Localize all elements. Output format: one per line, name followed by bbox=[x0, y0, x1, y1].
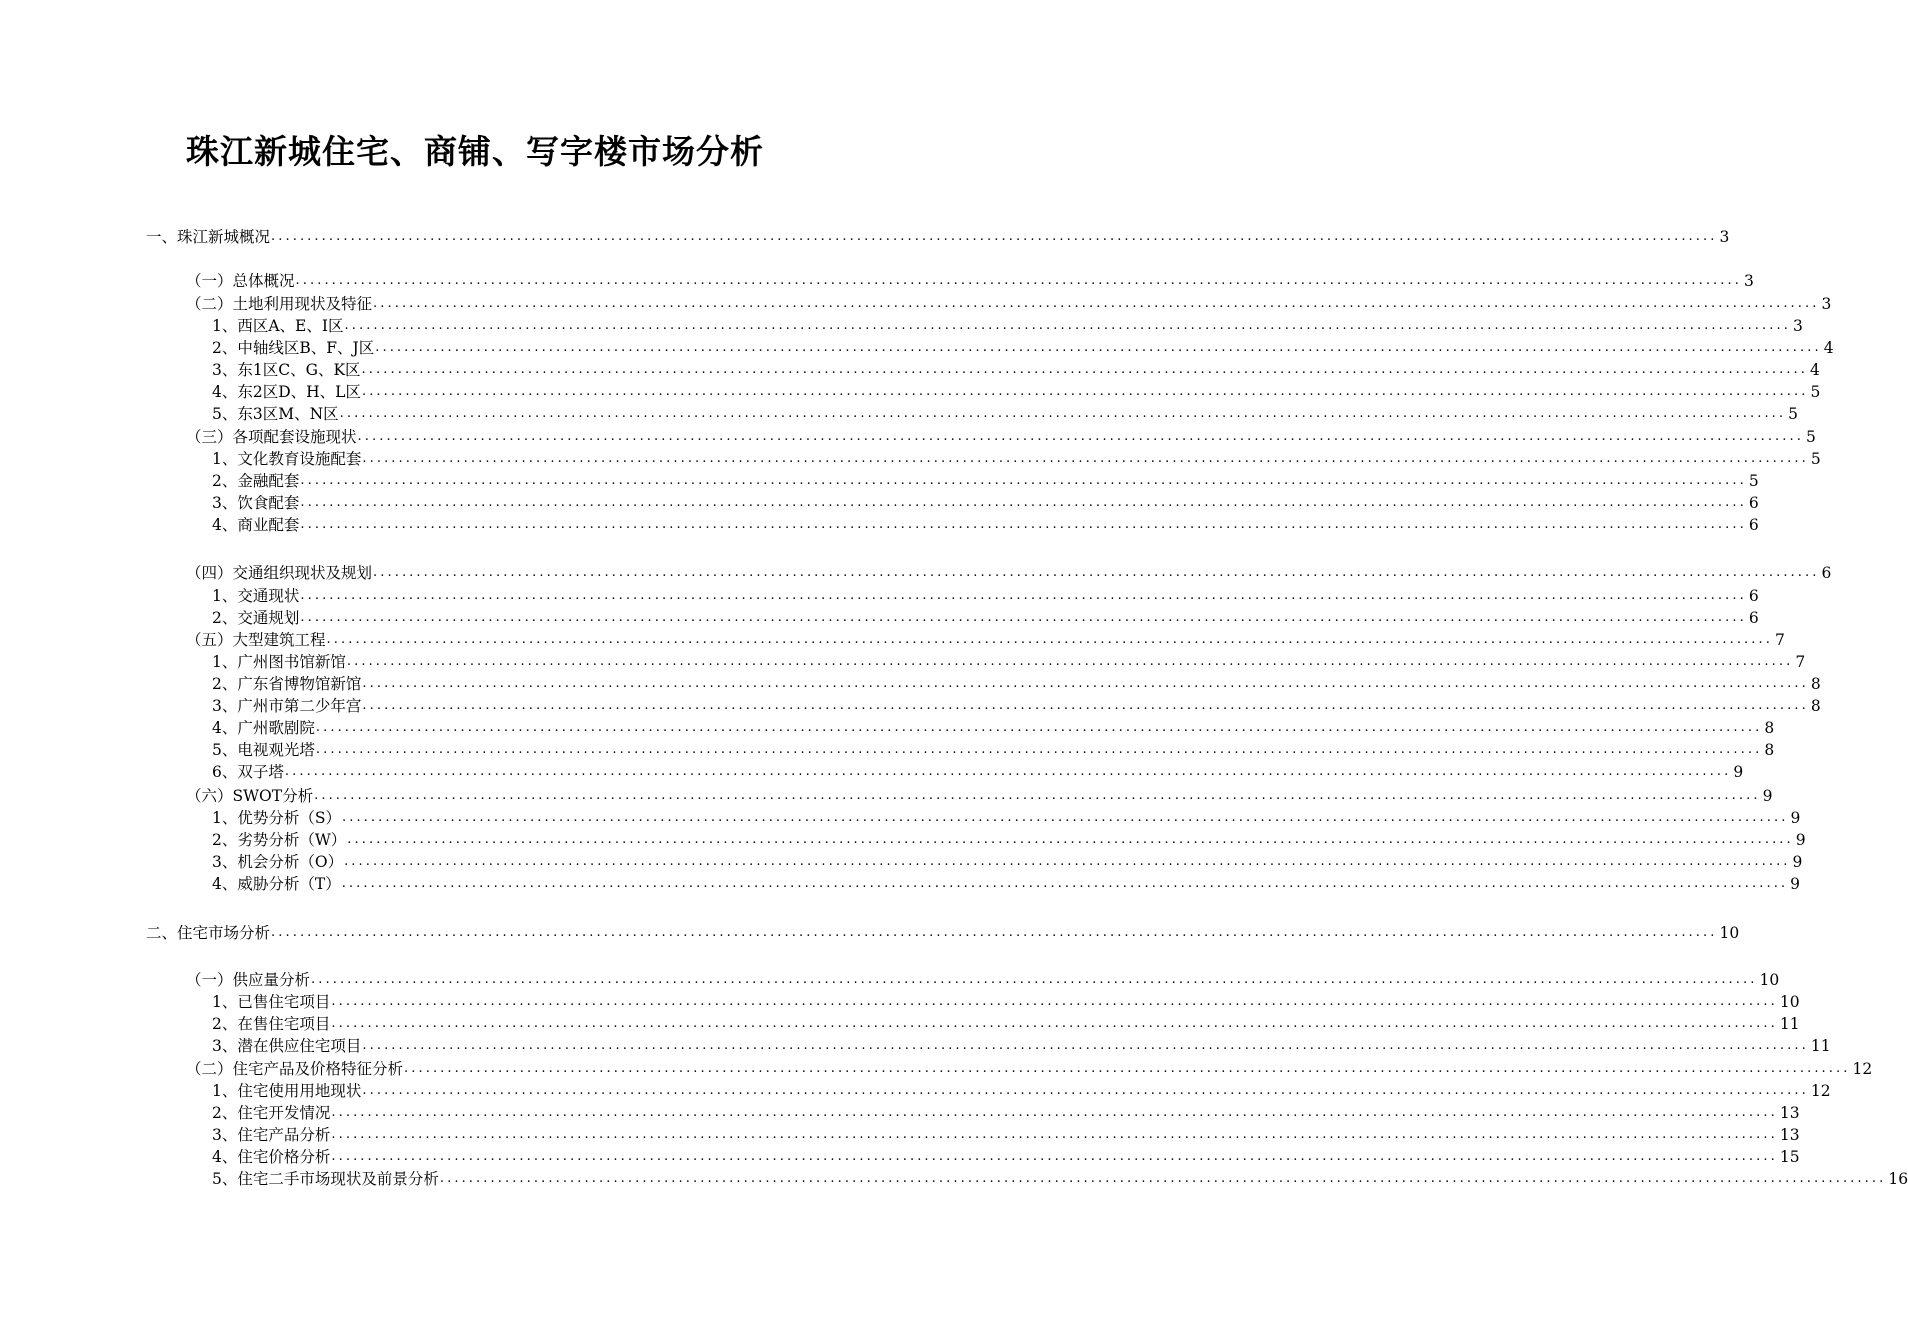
toc-entry[interactable] bbox=[212, 1102, 1800, 1124]
toc-leader-dots: ........................................................................................................................................................................................................ bbox=[315, 720, 1763, 735]
toc-leader-dots: ........................................................................................................................................................................................................ bbox=[300, 495, 1747, 510]
toc-entry-label: 1、广州图书馆新馆 bbox=[212, 653, 346, 671]
toc-leader-dots: ........................................................................................................................................................................................................ bbox=[284, 764, 1732, 779]
toc-entry[interactable] bbox=[212, 807, 1801, 829]
toc-entry[interactable] bbox=[146, 922, 1740, 944]
toc-page-number: 10 bbox=[1719, 924, 1740, 942]
toc-entry[interactable] bbox=[212, 717, 1775, 739]
toc-entry-label: （一）总体概况 bbox=[186, 272, 295, 290]
toc-entry-label: （二）住宅产品及价格特征分析 bbox=[186, 1060, 404, 1078]
toc-leader-dots: ........................................................................................................................................................................................................ bbox=[331, 1149, 1778, 1164]
toc-entry[interactable] bbox=[212, 359, 1820, 381]
toc-page-number: 13 bbox=[1779, 1104, 1800, 1122]
toc-leader-dots: ........................................................................................................................................................................................................ bbox=[300, 517, 1747, 532]
toc-entry[interactable] bbox=[212, 739, 1775, 761]
toc-leader-dots: ........................................................................................................................................................................................................ bbox=[344, 318, 1791, 333]
toc-entry-label: 5、东3区M、N区 bbox=[212, 405, 339, 423]
toc-page-number: 9 bbox=[1792, 853, 1803, 871]
toc-leader-dots: ........................................................................................................................................................................................................ bbox=[331, 994, 1778, 1009]
toc-entry-label: 2、交通规划 bbox=[212, 609, 300, 627]
toc-entry-label: 3、住宅产品分析 bbox=[212, 1126, 331, 1144]
toc-page-number: 15 bbox=[1779, 1148, 1800, 1166]
toc-leader-dots: ........................................................................................................................................................................................................ bbox=[404, 1061, 1851, 1076]
toc-leader-dots: ........................................................................................................................................................................................................ bbox=[357, 429, 1804, 444]
toc-entry-label: （五）大型建筑工程 bbox=[186, 631, 326, 649]
toc-page-number: 6 bbox=[1748, 587, 1759, 605]
toc-page-number: 16 bbox=[1888, 1170, 1908, 1188]
toc-page-number: 7 bbox=[1774, 631, 1785, 649]
toc-leader-dots: ........................................................................................................................................................................................................ bbox=[344, 854, 1791, 869]
toc-entry[interactable] bbox=[212, 403, 1799, 425]
toc-page-number: 5 bbox=[1810, 450, 1821, 468]
toc-entry-label: 4、东2区D、H、L区 bbox=[212, 383, 361, 401]
toc-entry-label: 二、住宅市场分析 bbox=[146, 924, 271, 942]
toc-leader-dots: ........................................................................................................................................................................................................ bbox=[331, 1105, 1778, 1120]
toc-leader-dots: ........................................................................................................................................................................................................ bbox=[341, 876, 1789, 891]
toc-entry-label: 3、广州市第二少年宫 bbox=[212, 697, 362, 715]
toc-entry-label: 2、中轴线区B、F、J区 bbox=[212, 339, 375, 357]
toc-entry[interactable] bbox=[212, 1080, 1831, 1102]
toc-page-number: 11 bbox=[1810, 1037, 1831, 1055]
toc-entry-label: （四）交通组织现状及规划 bbox=[186, 564, 373, 582]
toc-entry[interactable] bbox=[212, 761, 1744, 783]
toc-page-number: 8 bbox=[1810, 675, 1821, 693]
toc-entry-label: 1、西区A、E、I区 bbox=[212, 317, 344, 335]
toc-leader-dots: ........................................................................................................................................................................................................ bbox=[300, 610, 1747, 625]
toc-entry-label: （二）土地利用现状及特征 bbox=[186, 295, 373, 313]
toc-entry[interactable] bbox=[186, 629, 1785, 651]
toc-page-number: 3 bbox=[1792, 317, 1803, 335]
toc-leader-dots: ........................................................................................................................................................................................................ bbox=[331, 1127, 1778, 1142]
toc-leader-dots: ........................................................................................................................................................................................................ bbox=[271, 229, 1718, 244]
toc-entry-label: 2、金融配套 bbox=[212, 472, 300, 490]
toc-leader-dots: ........................................................................................................................................................................................................ bbox=[362, 451, 1809, 466]
toc-entry[interactable] bbox=[212, 492, 1759, 514]
toc-page-number: 3 bbox=[1719, 228, 1730, 246]
toc-entry-label: 5、住宅二手市场现状及前景分析 bbox=[212, 1170, 439, 1188]
toc-page-number: 8 bbox=[1764, 741, 1775, 759]
toc-entry[interactable] bbox=[212, 651, 1806, 673]
toc-page-number: 8 bbox=[1810, 697, 1821, 715]
toc-entry[interactable] bbox=[212, 1035, 1831, 1057]
toc-entry-label: 1、住宅使用用地现状 bbox=[212, 1082, 362, 1100]
toc-leader-dots: ........................................................................................................................................................................................................ bbox=[341, 810, 1789, 825]
toc-page-number: 5 bbox=[1810, 383, 1821, 401]
toc-entry-label: 4、威胁分析（T） bbox=[212, 875, 341, 893]
toc-page-number: 4 bbox=[1810, 361, 1820, 379]
toc-page-number: 9 bbox=[1790, 875, 1801, 893]
toc-entry[interactable] bbox=[212, 991, 1800, 1013]
toc-page-number: 9 bbox=[1762, 787, 1773, 805]
toc-entry[interactable] bbox=[186, 270, 1754, 292]
toc-entry[interactable] bbox=[186, 1058, 1873, 1080]
toc-entry[interactable] bbox=[212, 829, 1806, 851]
toc-page-number: 10 bbox=[1779, 993, 1800, 1011]
toc-leader-dots: ........................................................................................................................................................................................................ bbox=[439, 1171, 1887, 1186]
toc-page-number: 3 bbox=[1743, 272, 1754, 290]
toc-entry[interactable] bbox=[212, 1168, 1908, 1190]
toc-entry-label: 1、已售住宅项目 bbox=[212, 993, 331, 1011]
toc-entry-label: 4、商业配套 bbox=[212, 516, 300, 534]
toc-page-number: 8 bbox=[1764, 719, 1775, 737]
toc-entry[interactable] bbox=[212, 1146, 1800, 1168]
toc-entry-label: 3、潜在供应住宅项目 bbox=[212, 1037, 362, 1055]
toc-entry[interactable] bbox=[186, 562, 1832, 584]
toc-page-number: 5 bbox=[1788, 405, 1799, 423]
toc-page-number: 9 bbox=[1795, 831, 1806, 849]
toc-entry-label: 1、文化教育设施配套 bbox=[212, 450, 362, 468]
toc-page-number: 3 bbox=[1821, 295, 1832, 313]
toc-entry-label: 3、机会分析（O） bbox=[212, 853, 344, 871]
toc-page-number: 11 bbox=[1779, 1015, 1800, 1033]
toc-entry-label: 3、东1区C、G、K区 bbox=[212, 361, 361, 379]
toc-entry-label: 2、广东省博物馆新馆 bbox=[212, 675, 362, 693]
toc-entry-label: 2、住宅开发情况 bbox=[212, 1104, 331, 1122]
toc-leader-dots: ........................................................................................................................................................................................................ bbox=[362, 1083, 1809, 1098]
toc-leader-dots: ........................................................................................................................................................................................................ bbox=[339, 406, 1787, 421]
toc-leader-dots: ........................................................................................................................................................................................................ bbox=[300, 473, 1747, 488]
toc-page-number: 9 bbox=[1733, 763, 1744, 781]
toc-leader-dots: ........................................................................................................................................................................................................ bbox=[300, 588, 1747, 603]
toc-page-number: 6 bbox=[1821, 564, 1832, 582]
toc-entry[interactable] bbox=[212, 337, 1834, 359]
toc-entry[interactable] bbox=[186, 969, 1780, 991]
document-title: 珠江新城住宅、商铺、写字楼市场分析 bbox=[186, 132, 764, 171]
toc-entry[interactable] bbox=[186, 293, 1832, 315]
toc-entry[interactable] bbox=[212, 448, 1821, 470]
toc-entry-label: 2、在售住宅项目 bbox=[212, 1015, 331, 1033]
toc-page-number: 6 bbox=[1748, 516, 1759, 534]
toc-entry-label: 2、劣势分析（W） bbox=[212, 831, 347, 849]
toc-leader-dots: ........................................................................................................................................................................................................ bbox=[362, 1038, 1809, 1053]
toc-leader-dots: ........................................................................................................................................................................................................ bbox=[326, 632, 1773, 647]
toc-entry[interactable] bbox=[212, 673, 1821, 695]
toc-entry[interactable] bbox=[146, 226, 1730, 248]
toc-entry[interactable] bbox=[212, 585, 1759, 607]
toc-page-number: 6 bbox=[1748, 494, 1759, 512]
toc-entry-label: 1、交通现状 bbox=[212, 587, 300, 605]
toc-entry-label: 5、电视观光塔 bbox=[212, 741, 315, 759]
toc-leader-dots: ........................................................................................................................................................................................................ bbox=[373, 296, 1820, 311]
toc-leader-dots: ........................................................................................................................................................................................................ bbox=[361, 384, 1809, 399]
toc-entry[interactable] bbox=[212, 695, 1821, 717]
toc-leader-dots: ........................................................................................................................................................................................................ bbox=[314, 788, 1761, 803]
toc-leader-dots: ........................................................................................................................................................................................................ bbox=[347, 832, 1794, 847]
toc-entry[interactable] bbox=[212, 470, 1759, 492]
toc-entry[interactable] bbox=[186, 785, 1773, 807]
toc-page-number: 7 bbox=[1795, 653, 1806, 671]
toc-entry-label: 4、住宅价格分析 bbox=[212, 1148, 331, 1166]
toc-entry-label: 6、双子塔 bbox=[212, 763, 284, 781]
toc-page-number: 13 bbox=[1779, 1126, 1800, 1144]
toc-entry[interactable] bbox=[212, 381, 1821, 403]
toc-page-number: 4 bbox=[1823, 339, 1834, 357]
toc-entry[interactable] bbox=[212, 851, 1803, 873]
toc-page-number: 12 bbox=[1852, 1060, 1873, 1078]
toc-leader-dots: ........................................................................................................................................................................................................ bbox=[362, 698, 1809, 713]
toc-leader-dots: ........................................................................................................................................................................................................ bbox=[361, 362, 1809, 377]
toc-entry-label: （一）供应量分析 bbox=[186, 971, 311, 989]
toc-leader-dots: ........................................................................................................................................................................................................ bbox=[271, 925, 1718, 940]
toc-entry[interactable] bbox=[186, 426, 1816, 448]
toc-leader-dots: ........................................................................................................................................................................................................ bbox=[362, 676, 1809, 691]
toc-entry[interactable] bbox=[212, 315, 1803, 337]
toc-entry-label: 1、优势分析（S） bbox=[212, 809, 341, 827]
toc-entry[interactable] bbox=[212, 1013, 1800, 1035]
toc-page-number: 12 bbox=[1810, 1082, 1831, 1100]
toc-page-number: 9 bbox=[1790, 809, 1801, 827]
toc-entry-label: 4、广州歌剧院 bbox=[212, 719, 315, 737]
toc-page-number: 10 bbox=[1759, 971, 1780, 989]
toc-page-number: 6 bbox=[1748, 609, 1759, 627]
toc-leader-dots: ........................................................................................................................................................................................................ bbox=[311, 972, 1758, 987]
toc-entry[interactable] bbox=[212, 607, 1759, 629]
toc-leader-dots: ........................................................................................................................................................................................................ bbox=[373, 565, 1820, 580]
toc-leader-dots: ........................................................................................................................................................................................................ bbox=[295, 273, 1742, 288]
toc-entry-label: （六）SWOT分析 bbox=[186, 787, 314, 805]
toc-page-number: 5 bbox=[1748, 472, 1759, 490]
toc-leader-dots: ........................................................................................................................................................................................................ bbox=[346, 654, 1794, 669]
toc-page-number: 5 bbox=[1805, 428, 1816, 446]
toc-entry-label: （三）各项配套设施现状 bbox=[186, 428, 357, 446]
toc-entry-label: 3、饮食配套 bbox=[212, 494, 300, 512]
toc-entry[interactable] bbox=[212, 873, 1801, 895]
toc-leader-dots: ........................................................................................................................................................................................................ bbox=[315, 742, 1763, 757]
toc-leader-dots: ........................................................................................................................................................................................................ bbox=[375, 340, 1822, 355]
toc-leader-dots: ........................................................................................................................................................................................................ bbox=[331, 1016, 1778, 1031]
toc-entry-label: 一、珠江新城概况 bbox=[146, 228, 271, 246]
toc-entry[interactable] bbox=[212, 514, 1759, 536]
toc-entry[interactable] bbox=[212, 1124, 1800, 1146]
